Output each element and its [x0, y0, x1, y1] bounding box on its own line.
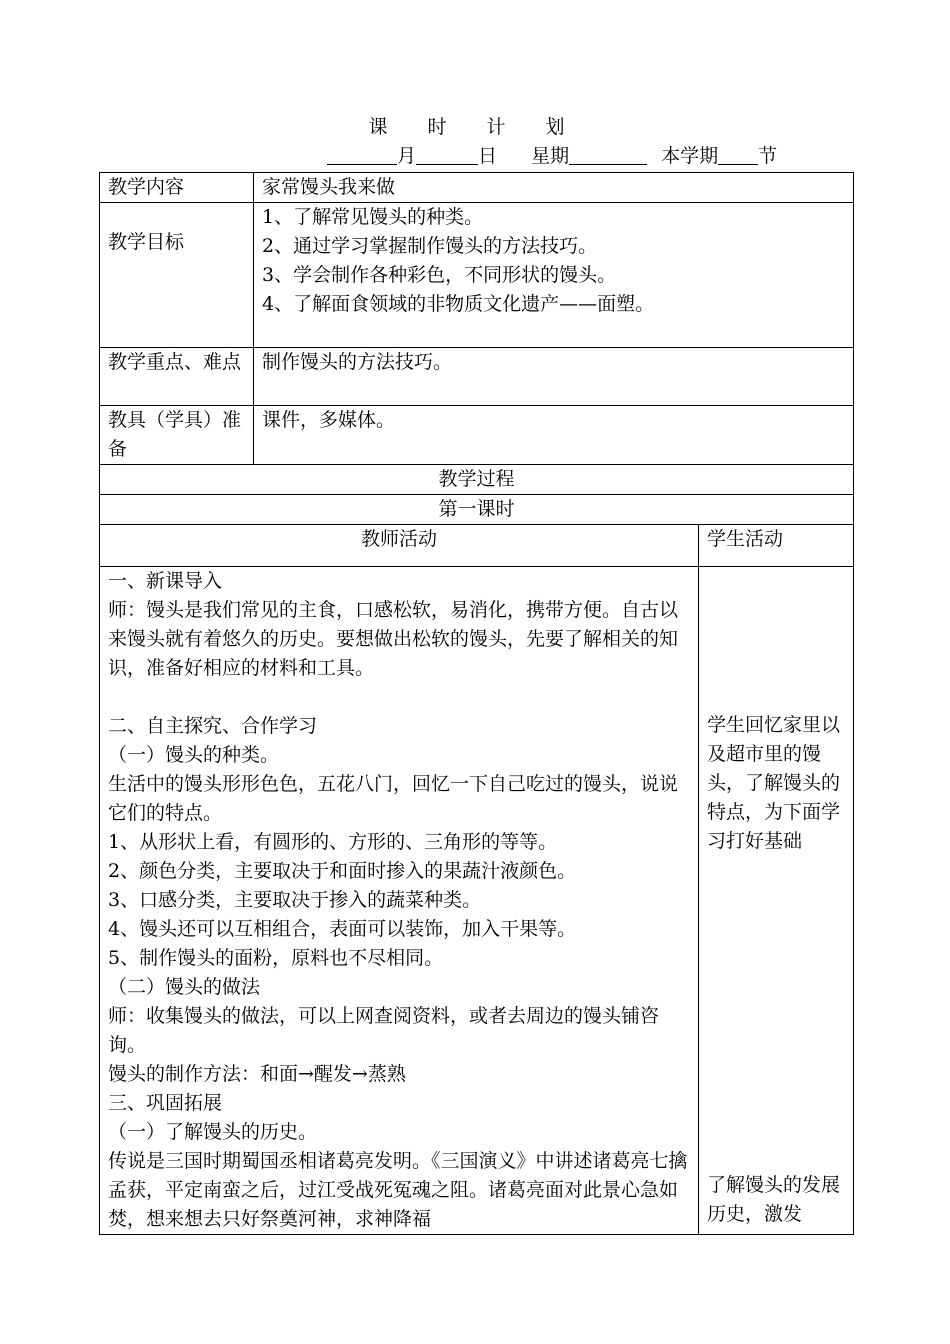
- lesson-row: [100, 495, 854, 525]
- goal-item: 1、了解常见馒头的种类。: [262, 206, 484, 228]
- tools-value: 课件，多媒体。: [254, 406, 854, 465]
- text-line: 师：收集馒头的做法，可以上网查阅资料，或者去周边的馒头铺咨询。: [108, 1005, 660, 1056]
- text-line: （二）馒头的做法: [108, 976, 261, 998]
- lesson-number: 第一课时: [100, 495, 854, 525]
- keypoints-row: [100, 348, 854, 406]
- process-title: 教学过程: [100, 465, 854, 495]
- day-blank[interactable]: [416, 144, 478, 165]
- content-row: [100, 173, 854, 203]
- student-note: 了解馒头的发展历史，激发: [707, 1174, 841, 1225]
- text-line: 1、从形状上看，有圆形的、方形的、三角形的等等。: [108, 831, 558, 853]
- text-line: 三、巩固拓展: [108, 1092, 223, 1114]
- keypoints-value: 制作馒头的方法技巧。: [254, 348, 854, 406]
- text-line: 3、口感分类，主要取决于掺入的蔬菜种类。: [108, 889, 482, 911]
- text-line: 二、自主探究、合作学习: [108, 715, 318, 737]
- text-line: 一、新课导入: [108, 570, 223, 592]
- goals-list: [254, 203, 854, 348]
- text-line: 生活中的馒头形形色色，五花八门，回忆一下自己吃过的馒头，说说它们的特点。: [108, 773, 679, 824]
- weekday-blank[interactable]: [569, 144, 647, 165]
- text-line: 5、制作馒头的面粉，原料也不尽相同。: [108, 947, 444, 969]
- tools-label: 教具（学具）准备: [100, 406, 254, 465]
- text-line: 传说是三国时期蜀国丞相诸葛亮发明。《三国演义》中讲述诸葛亮七擒孟获，平定南蛮之后，过江受战死冤魂之阻。诸葛亮面对此景心急如焚，想来想去只好祭奠河神，求神降福: [108, 1150, 688, 1230]
- term-label: 本学期: [661, 145, 719, 167]
- text-line: 师：馒头是我们常见的主食，口感松软，易消化，携带方便。自古以来馒头就有着悠久的历史。要想做出松软的馒头，先要了解相关的知识，准备好相应的材料和工具。: [108, 599, 679, 679]
- goals-row: [100, 203, 854, 348]
- tools-row: [100, 406, 854, 465]
- month-label: 月: [397, 145, 417, 167]
- student-activity: [699, 567, 854, 1235]
- lesson-plan-table: [99, 172, 854, 1235]
- month-blank[interactable]: [327, 144, 397, 165]
- day-label: 日: [478, 145, 498, 167]
- student-note: 学生回忆家里以及超市里的馒头，了解馒头的特点，为下面学习打好基础: [707, 714, 841, 852]
- content-value: 家常馒头我来做: [254, 173, 854, 203]
- activity-body-row: [100, 567, 854, 1235]
- text-line: 2、颜色分类，主要取决于和面时掺入的果蔬汁液颜色。: [108, 860, 577, 882]
- text-line: 馒头的制作方法：和面→醒发→蒸熟: [108, 1063, 406, 1085]
- student-header: 学生活动: [699, 525, 854, 567]
- page-title: 课 时 计 划: [368, 116, 582, 138]
- teacher-header: 教师活动: [100, 525, 699, 567]
- activity-header-row: [100, 525, 854, 567]
- goals-label: 教学目标: [100, 203, 254, 348]
- goal-item: 3、学会制作各种彩色，不同形状的馒头。: [262, 264, 617, 286]
- goal-item: 2、通过学习掌握制作馒头的方法技巧。: [262, 235, 598, 257]
- goal-item: 4、了解面食领域的非物质文化遗产——面塑。: [262, 293, 655, 315]
- text-line: （一）馒头的种类。: [108, 744, 280, 766]
- section-label: 节: [758, 145, 778, 167]
- text-line: （一）了解馒头的历史。: [108, 1121, 318, 1143]
- weekday-label: 星期: [531, 145, 570, 167]
- spacer: [108, 683, 692, 712]
- process-title-row: [100, 465, 854, 495]
- section-blank[interactable]: [718, 144, 758, 165]
- date-line: [327, 143, 847, 169]
- teacher-activity: [100, 567, 699, 1235]
- content-label: 教学内容: [100, 173, 254, 203]
- text-line: 4、馒头还可以互相组合，表面可以装饰，加入干果等。: [108, 918, 577, 940]
- keypoints-label: 教学重点、难点: [100, 348, 254, 406]
